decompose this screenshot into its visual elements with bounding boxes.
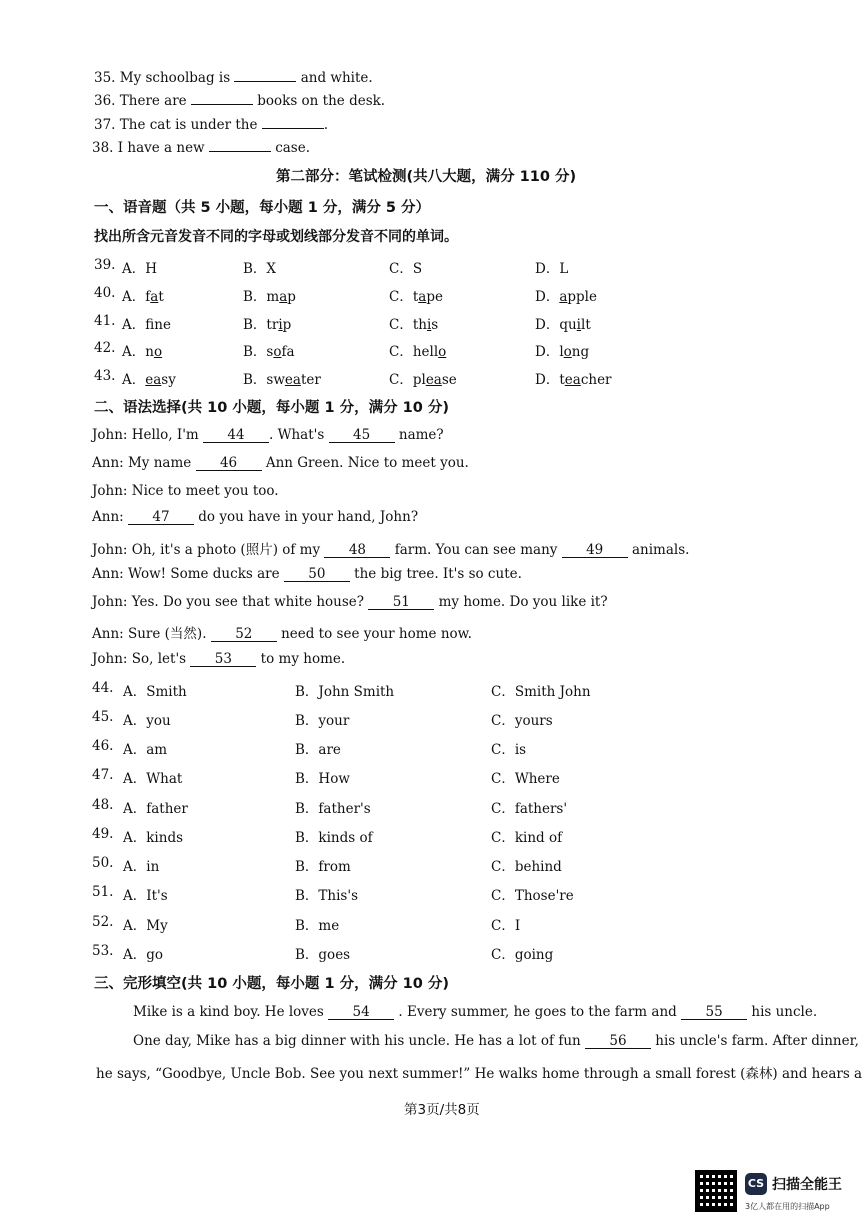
passage-line — [133, 1033, 859, 1049]
option: B．This's — [295, 888, 359, 904]
question-number: 40. — [94, 285, 116, 301]
option-word: X — [266, 261, 277, 277]
word-part: s — [431, 317, 439, 333]
option — [535, 340, 589, 360]
option-letter: A． — [122, 261, 146, 277]
dialogue-text: . What's — [269, 427, 329, 443]
answer-blank — [234, 81, 296, 82]
item-suffix: case. — [270, 140, 311, 156]
underlined-part: a — [150, 289, 159, 305]
option: B．kinds of — [295, 830, 373, 846]
underlined-part: a — [559, 289, 568, 305]
word-part: p — [287, 289, 296, 305]
option-word — [559, 372, 611, 388]
option — [122, 368, 176, 388]
part2-title: 第二部分：笔试检测(共八大题，满分 110 分) — [276, 169, 577, 185]
question-number: 49. — [92, 826, 114, 842]
blank-45: 45 — [329, 428, 395, 443]
option-letter: B． — [243, 289, 267, 305]
passage-text: . Every summer, he goes to the farm and — [394, 1004, 682, 1020]
word-part: ter — [300, 372, 321, 388]
dialogue-text: need to see your home now. — [276, 626, 472, 642]
item-prefix: 38. I have a new — [92, 140, 209, 156]
option: A．you — [123, 713, 171, 729]
option-letter: C． — [389, 261, 413, 277]
answer-blank — [191, 104, 253, 105]
section1-instruction: 找出所含元音发音不同的字母或划线部分发音不同的单词。 — [94, 229, 458, 245]
word-part: f — [145, 289, 151, 305]
option: C．behind — [491, 859, 562, 875]
option-letter: A． — [122, 344, 146, 360]
underlined-part: i — [278, 317, 283, 333]
option-word — [559, 344, 589, 360]
dialogue-text: do you have in your hand, John? — [193, 509, 419, 525]
option: A．It's — [123, 888, 168, 904]
option-word — [559, 289, 597, 305]
option: A．in — [123, 859, 160, 875]
blank-55: 55 — [681, 1005, 747, 1020]
option — [243, 257, 276, 277]
option: B．How — [295, 771, 350, 787]
word-part: hell — [412, 344, 439, 360]
passage-text: his uncle. — [747, 1004, 818, 1020]
dialogue-line — [92, 594, 608, 610]
underlined-part: o — [273, 344, 282, 360]
word-part: ng — [571, 344, 590, 360]
option-letter: B． — [243, 261, 267, 277]
option: B．me — [295, 918, 340, 934]
option-letter: D． — [535, 261, 560, 277]
option-word: L — [559, 261, 569, 277]
dialogue-line — [92, 566, 522, 582]
blank-54: 54 — [328, 1005, 394, 1020]
option-letter: A． — [122, 372, 146, 388]
passage-text: he says, “Goodbye, Uncle Bob. See you next summer!” He walks home through a small forest (森林) and hears a — [96, 1066, 863, 1082]
word-part: n — [145, 344, 154, 360]
option — [243, 368, 321, 388]
question-number: 47. — [92, 767, 114, 783]
option — [535, 257, 568, 277]
option-letter: C． — [389, 372, 413, 388]
option: C．going — [491, 947, 554, 963]
underlined-part: i — [576, 317, 581, 333]
dialogue-line — [92, 483, 279, 499]
dialogue-text: animals. — [627, 542, 690, 558]
option-word — [413, 372, 457, 388]
option-word — [413, 289, 443, 305]
option-word — [413, 317, 438, 333]
dialogue-line — [92, 651, 345, 667]
blank-50: 50 — [284, 567, 350, 582]
dialogue-line — [92, 455, 469, 471]
option — [122, 285, 164, 305]
option-word — [145, 344, 162, 360]
listening-item — [94, 93, 385, 109]
option: B．goes — [295, 947, 351, 963]
section1-title: 一、语音题（共 5 小题，每小题 1 分，满分 5 分） — [94, 200, 431, 216]
option: C．I — [491, 918, 521, 934]
option — [535, 368, 612, 388]
dialogue-text: John: Nice to meet you too. — [92, 483, 279, 499]
section2-title: 二、语法选择(共 10 小题，每小题 1 分，满分 10 分) — [94, 400, 449, 416]
dialogue-text: Ann: Wow! Some ducks are — [92, 566, 284, 582]
word-part: se — [441, 372, 457, 388]
dialogue-line — [92, 427, 444, 443]
option-word: H — [145, 261, 158, 277]
dialogue-text: John: Hello, I'm — [92, 427, 204, 443]
option-letter: C． — [389, 289, 413, 305]
dialogue-text: Ann: Sure (当然). — [92, 626, 211, 642]
dialogue-text: Ann: — [92, 509, 128, 525]
option: B．are — [295, 742, 341, 758]
item-suffix: and white. — [296, 70, 373, 86]
word-part: lt — [581, 317, 591, 333]
word-part: s — [266, 344, 274, 360]
blank-44: 44 — [203, 428, 269, 443]
dialogue-text: name? — [394, 427, 444, 443]
option — [243, 313, 291, 333]
option: B．your — [295, 713, 350, 729]
option — [389, 313, 438, 333]
blank-56: 56 — [585, 1034, 651, 1049]
page-footer: 第3页/共8页 — [404, 1102, 480, 1118]
option-word — [266, 344, 294, 360]
scanner-name: 扫描全能王 — [772, 1177, 842, 1193]
word-part: p — [282, 317, 292, 333]
option-word — [145, 317, 171, 333]
passage-text: his uncle's farm. After dinner, — [651, 1033, 859, 1049]
option — [535, 313, 591, 333]
listening-item — [94, 70, 373, 86]
option-letter: D． — [535, 372, 560, 388]
underlined-part: a — [418, 289, 427, 305]
underlined-part: i — [426, 317, 432, 333]
word-part: pe — [426, 289, 443, 305]
option: C．fathers' — [491, 801, 568, 817]
scanner-tagline: 3亿人都在用的扫描App — [745, 1202, 830, 1211]
dialogue-line — [92, 538, 689, 558]
option: C．Those're — [491, 888, 574, 904]
option-word — [266, 317, 291, 333]
dialogue-text: John: Yes. Do you see that white house? — [92, 594, 369, 610]
question-number: 48. — [92, 797, 114, 813]
question-number: 43. — [94, 368, 116, 384]
question-number: 39. — [94, 257, 116, 273]
item-prefix: 36. There are — [94, 93, 191, 109]
option: A．What — [123, 771, 183, 787]
question-number: 44. — [92, 680, 114, 696]
option — [535, 285, 597, 305]
dialogue-text: Ann Green. Nice to meet you. — [261, 455, 469, 471]
word-part: t — [158, 289, 164, 305]
underlined-part: ea — [284, 372, 301, 388]
underlined-part: o — [438, 344, 447, 360]
underlined-part: o — [563, 344, 572, 360]
blank-52: 52 — [211, 627, 277, 642]
option — [389, 285, 443, 305]
answer-blank — [209, 151, 271, 152]
option — [243, 340, 295, 360]
option: A．go — [123, 947, 164, 963]
question-number: 51. — [92, 884, 114, 900]
question-number: 42. — [94, 340, 116, 356]
passage-text: One day, Mike has a big dinner with his uncle. He has a lot of fun — [133, 1033, 585, 1049]
dialogue-text: farm. You can see many — [390, 542, 562, 558]
word-part: t — [412, 289, 419, 305]
camscanner-logo: CS — [745, 1173, 767, 1195]
question-number: 53. — [92, 943, 114, 959]
underlined-part: ea — [564, 372, 581, 388]
dialogue-text: John: So, let's — [92, 651, 191, 667]
word-part: pple — [567, 289, 597, 305]
word-part: sw — [266, 372, 285, 388]
option-word — [266, 372, 320, 388]
option — [389, 257, 422, 277]
listening-item — [94, 117, 328, 133]
option-word — [413, 344, 446, 360]
option: C．is — [491, 742, 527, 758]
dialogue-line — [92, 622, 472, 642]
option: C．kind of — [491, 830, 563, 846]
passage-line — [96, 1062, 862, 1082]
option-letter: A． — [122, 317, 146, 333]
option-letter: B． — [243, 344, 267, 360]
option: B．father's — [295, 801, 371, 817]
option-word: S — [412, 261, 423, 277]
word-part: tr — [266, 317, 279, 333]
option-letter: D． — [535, 344, 560, 360]
option-word — [559, 317, 590, 333]
dialogue-text: my home. Do you like it? — [434, 594, 608, 610]
word-part: f — [145, 317, 155, 333]
question-number: 41. — [94, 313, 116, 329]
word-part: m — [266, 289, 280, 305]
option-word — [145, 289, 164, 305]
option-letter: A． — [122, 289, 146, 305]
item-suffix: . — [323, 117, 329, 133]
option: B．from — [295, 859, 351, 875]
option-letter: D． — [535, 289, 560, 305]
option: A．father — [123, 801, 188, 817]
blank-46: 46 — [196, 456, 262, 471]
blank-48: 48 — [324, 543, 390, 558]
question-number: 52. — [92, 914, 114, 930]
option-word — [266, 289, 296, 305]
dialogue-text: to my home. — [256, 651, 346, 667]
question-number: 46. — [92, 738, 114, 754]
option — [122, 257, 157, 277]
option-letter: C． — [389, 317, 413, 333]
word-part: cher — [580, 372, 612, 388]
option: C．Where — [491, 771, 560, 787]
underlined-part: o — [153, 344, 163, 360]
blank-47: 47 — [128, 510, 194, 525]
section3-title: 三、完形填空(共 10 小题，每小题 1 分，满分 10 分) — [94, 976, 449, 992]
word-part: sy — [161, 372, 176, 388]
underlined-part: a — [279, 289, 288, 305]
blank-51: 51 — [368, 595, 434, 610]
word-part: pl — [412, 372, 426, 388]
listening-item — [92, 140, 310, 156]
answer-blank — [262, 128, 324, 129]
dialogue-text: Ann: My name — [92, 455, 196, 471]
option: A．am — [123, 742, 168, 758]
option: C．Smith John — [491, 684, 591, 700]
dialogue-text: John: Oh, it's a photo (照片) of my — [92, 542, 325, 558]
item-suffix: books on the desk. — [252, 93, 386, 109]
question-number: 50. — [92, 855, 114, 871]
option — [389, 340, 446, 360]
option: A．My — [123, 918, 168, 934]
question-number: 45. — [92, 709, 114, 725]
option-letter: D． — [535, 317, 560, 333]
passage-line — [133, 1004, 817, 1020]
word-part: fa — [281, 344, 295, 360]
option-letter: B． — [243, 317, 267, 333]
underlined-part: ea — [145, 372, 162, 388]
option: C．yours — [491, 713, 553, 729]
option-letter: B． — [243, 372, 267, 388]
word-part: qu — [559, 317, 577, 333]
word-part: t — [559, 372, 565, 388]
dialogue-line — [92, 509, 418, 525]
blank-49: 49 — [562, 543, 628, 558]
blank-53: 53 — [190, 652, 256, 667]
option — [389, 368, 457, 388]
word-part: l — [559, 344, 564, 360]
qr-code-icon — [695, 1170, 737, 1212]
option — [243, 285, 296, 305]
word-part: th — [412, 317, 427, 333]
option-word — [145, 372, 176, 388]
underlined-part: ea — [425, 372, 442, 388]
option — [122, 313, 171, 333]
word-part: ne — [154, 317, 171, 333]
item-prefix: 37. The cat is under the — [94, 117, 262, 133]
option — [122, 340, 162, 360]
item-prefix: 35. My schoolbag is — [94, 70, 235, 86]
passage-text: Mike is a kind boy. He loves — [133, 1004, 329, 1020]
dialogue-text: the big tree. It's so cute. — [349, 566, 522, 582]
option-letter: C． — [389, 344, 413, 360]
option: B．John Smith — [295, 684, 395, 700]
option: A．Smith — [123, 684, 187, 700]
option: A．kinds — [123, 830, 184, 846]
